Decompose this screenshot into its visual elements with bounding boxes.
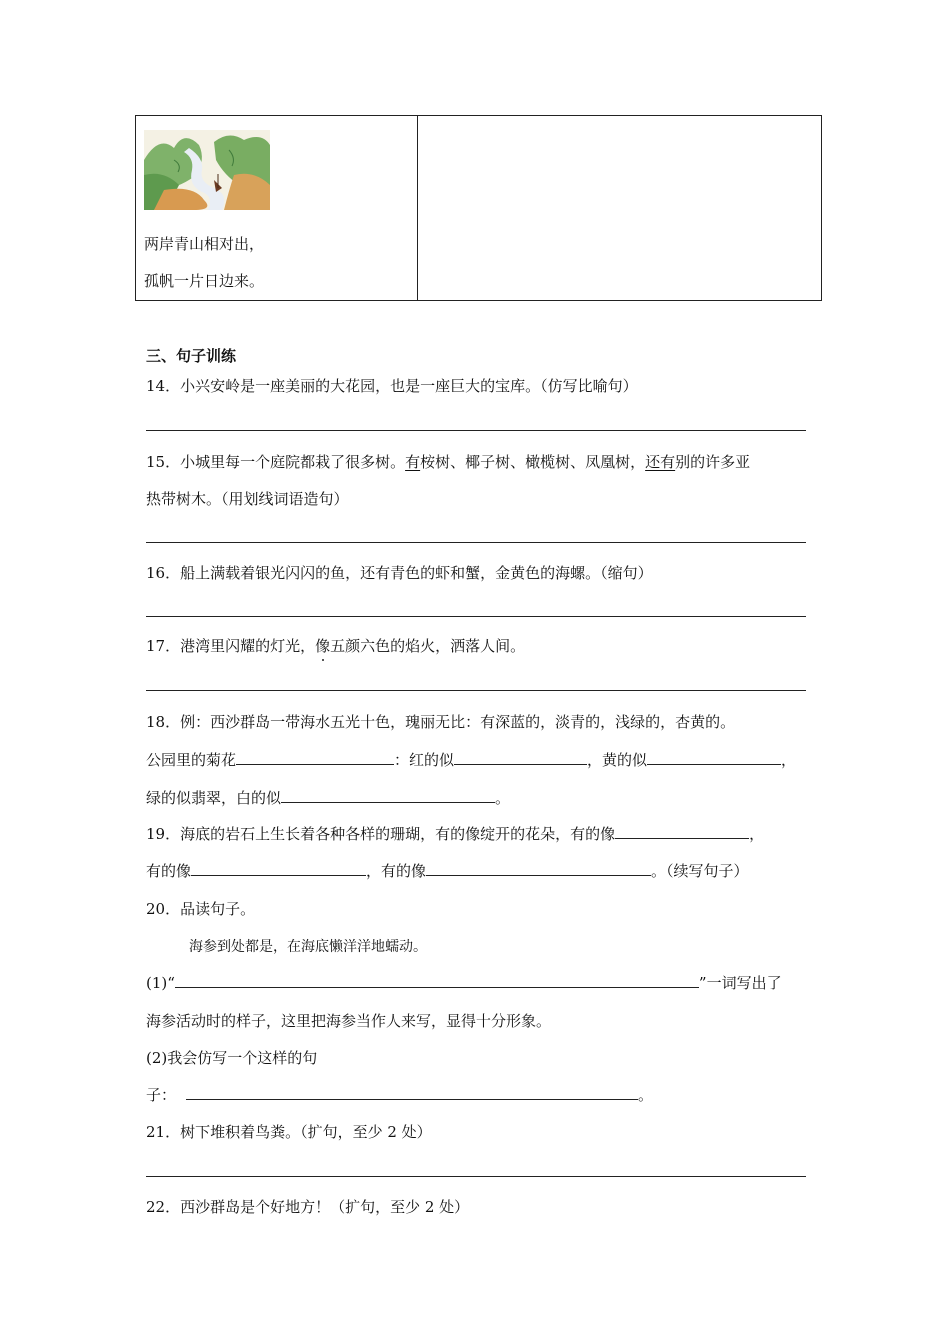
poem-line-1: 两岸青山相对出， — [144, 235, 265, 253]
question-18-line-2 — [146, 749, 796, 770]
question-20-part-2: (2)我会仿写一个这样的句 — [146, 1049, 318, 1067]
question-20-part-1-cont: 海参活动时的样子，这里把海参当作人来写，显得十分形象。 — [146, 1012, 552, 1030]
question-14: 14．小兴安岭是一座美丽的大花园，也是一座巨大的宝库。（仿写比喻句） — [146, 377, 638, 395]
question-20-part-2-answer — [146, 1084, 653, 1105]
question-20-quote: 海参到处都是，在海底懒洋洋地蠕动。 — [189, 939, 427, 955]
question-22: 22．西沙群岛是个好地方！（扩句，至少 2 处） — [146, 1198, 470, 1216]
q17-text-b: 五颜六色的焰火，洒落人间。 — [330, 637, 526, 655]
q19-text-e: 。（续写句子） — [651, 862, 749, 880]
question-19-line-2 — [146, 860, 749, 881]
q15-underlined-you: 有 — [405, 453, 421, 471]
question-21: 21．树下堆积着鸟粪。（扩句，至少 2 处） — [146, 1123, 432, 1141]
question-18-line-1: 18．例：西沙群岛一带海水五光十色，瑰丽无比：有深蓝的，淡青的，浅绿的，杏黄的。 — [146, 713, 736, 731]
blank-20-2[interactable] — [186, 1085, 638, 1100]
q15-text-b: 桉树、椰子树、橄榄树、凤凰树， — [420, 453, 646, 471]
q19-text-c: 有的像 — [146, 862, 192, 880]
question-20-title: 20．品读句子。 — [146, 900, 256, 918]
blank-20-1[interactable] — [175, 973, 699, 988]
q20-text-c: 子： — [146, 1086, 177, 1104]
q15-text-a: 15．小城里每一个庭院都栽了很多树。 — [146, 453, 406, 471]
q15-underlined-haiyou: 还有 — [645, 453, 676, 471]
q20-text-a: (1)“ — [146, 974, 175, 992]
answer-line-17[interactable] — [146, 690, 806, 691]
answer-line-14[interactable] — [146, 430, 806, 431]
question-17 — [146, 635, 525, 656]
answer-line-15[interactable] — [146, 542, 806, 543]
question-16: 16．船上满载着银光闪闪的鱼，还有青色的虾和蟹，金黄色的海螺。（缩句） — [146, 564, 653, 582]
q18-text-a: 公园里的菊花 — [146, 751, 237, 769]
blank-18-2[interactable] — [454, 750, 587, 765]
blank-18-1[interactable] — [236, 750, 394, 765]
q20-text-b: ”一词写出了 — [698, 974, 782, 992]
blank-19-1[interactable] — [615, 824, 749, 839]
blank-18-4[interactable] — [281, 788, 495, 803]
question-18-line-3 — [146, 787, 510, 808]
q19-text-a: 19．海底的岩石上生长着各种各样的珊瑚，有的像绽开的花朵，有的像 — [146, 825, 616, 843]
q18-text-b: ：红的似 — [394, 751, 455, 769]
q17-text-a: 17．港湾里闪耀的灯光， — [146, 637, 316, 655]
answer-line-16[interactable] — [146, 616, 806, 617]
q18-text-c: ，黄的似 — [587, 751, 648, 769]
question-19-line-1 — [146, 823, 764, 844]
q15-text-c: 别的许多亚 — [675, 453, 751, 471]
blank-19-3[interactable] — [426, 861, 651, 876]
poem-line-2: 孤帆一片日边来。 — [144, 272, 265, 290]
blank-18-3[interactable] — [647, 750, 781, 765]
section-title: 三、句子训练 — [146, 347, 237, 365]
q19-text-d: ，有的像 — [366, 862, 427, 880]
question-15-line-2: 热带树木。（用划线词语造句） — [146, 490, 349, 508]
question-15-line-1 — [146, 451, 750, 472]
q18-text-d: ， — [781, 751, 797, 769]
river-mountains-illustration — [144, 130, 270, 210]
q18-text-e: 绿的似翡翠，白的似 — [146, 789, 282, 807]
answer-line-21[interactable] — [146, 1176, 806, 1177]
q19-text-b: ， — [749, 825, 765, 843]
q20-text-d: 。 — [638, 1086, 654, 1104]
q17-dotted-char: 像 — [315, 637, 331, 655]
blank-19-2[interactable] — [191, 861, 366, 876]
question-20-part-1 — [146, 972, 782, 993]
q18-text-f: 。 — [495, 789, 511, 807]
table-divider — [417, 116, 418, 300]
poem-table — [135, 115, 822, 301]
